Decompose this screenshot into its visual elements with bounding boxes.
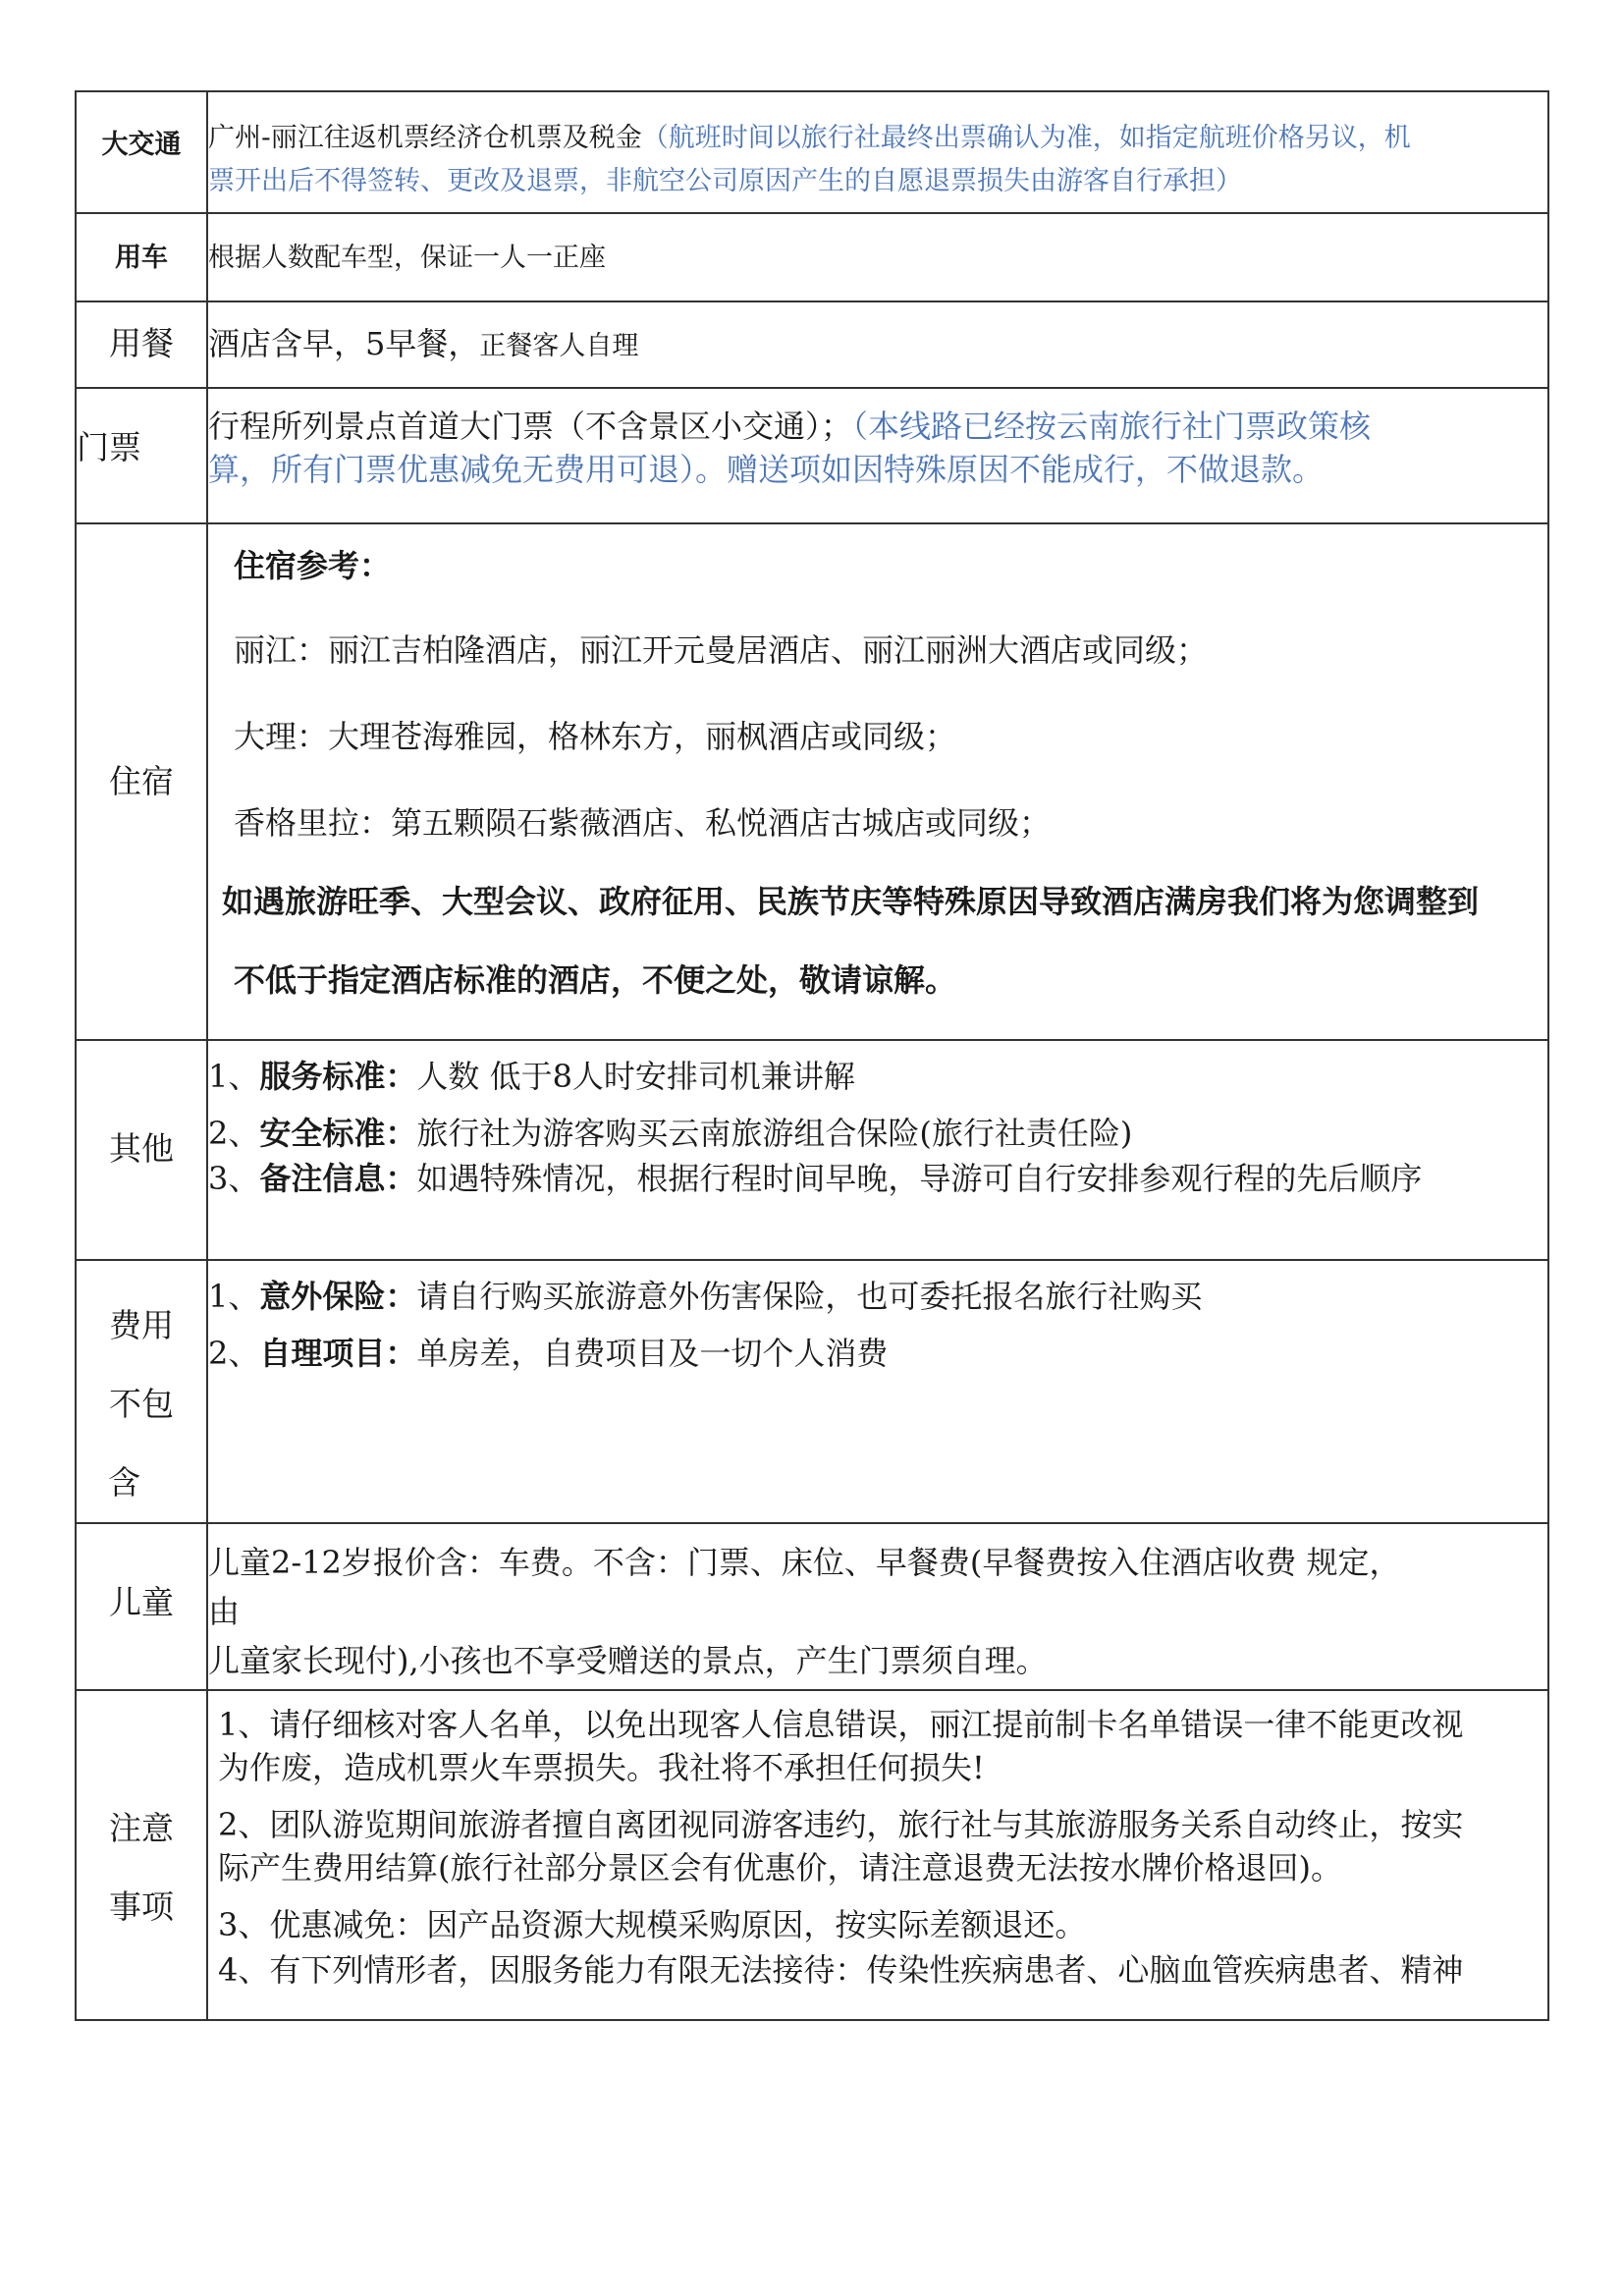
other-item xyxy=(208,1055,1547,1098)
tickets-note-line2: 算，所有门票优惠减免无费用可退）。赠送项如因特殊原因不能成行，不做退款。 xyxy=(208,451,1325,488)
row-label: 用车 xyxy=(115,243,168,273)
transport-note-line1: 航班时间以旅行社最终出票确认为准，如指定航班价格另议，机 xyxy=(668,123,1411,153)
content-cell xyxy=(207,1690,1548,2020)
label-cell xyxy=(76,213,207,301)
label-cell xyxy=(76,91,207,213)
item-key: 服务标准： xyxy=(259,1058,417,1095)
transport-text xyxy=(208,117,1547,160)
content-cell xyxy=(207,1523,1548,1690)
item-number: 1、 xyxy=(208,1278,260,1315)
row-label: 住宿 xyxy=(109,762,174,800)
lodging-lijiang: 丽江：丽江吉柏隆酒店，丽江开元曼居酒店、丽江丽洲大酒店或同级； xyxy=(234,631,1209,669)
content-cell xyxy=(207,1260,1548,1523)
content-cell xyxy=(207,1040,1548,1260)
item-text: 请自行购买旅游意外伤害保险，也可委托报名旅行社购买 xyxy=(416,1278,1203,1315)
note-3: 3、优惠减免：因产品资源大规模采购原因，按实际差额退还。 xyxy=(218,1906,1087,1943)
item-number: 3、 xyxy=(208,1160,260,1197)
label-cell xyxy=(76,1260,207,1523)
row-lodging xyxy=(76,523,1548,1040)
item-text: 单房差，自费项目及一切个人消费 xyxy=(416,1335,889,1372)
label-cell xyxy=(76,1690,207,2020)
row-excluded xyxy=(76,1260,1548,1523)
row-label: 儿童 xyxy=(109,1583,174,1621)
tickets-main: 行程所列景点首道大门票（不含景区小交通）； xyxy=(208,408,853,445)
item-text: 如遇特殊情况，根据行程时间早晚，导游可自行安排参观行程的先后顺序 xyxy=(416,1160,1423,1197)
item-text: 旅行社为游客购买云南旅游组合保险(旅行社责任险) xyxy=(416,1115,1133,1152)
row-children xyxy=(76,1523,1548,1690)
label-cell xyxy=(76,388,207,523)
note-1-line1: 1、请仔细核对客人名单，以免出现客人信息错误，丽江提前制卡名单错误一律不能更改视 xyxy=(218,1706,1464,1743)
item-key: 安全标准： xyxy=(259,1115,417,1152)
row-label: 门票 xyxy=(77,428,141,466)
label-cell xyxy=(76,301,207,388)
other-item xyxy=(208,1112,1547,1155)
children-line3: 儿童家长现付),小孩也不享受赠送的景点，产生门票须自理。 xyxy=(208,1642,1048,1679)
row-label: 大交通 xyxy=(101,130,182,160)
transport-note-line2: 票开出后不得签转、更改及退票，非航空公司原因产生的自愿退票损失由游客自行承担） xyxy=(208,166,1242,196)
item-key: 自理项目： xyxy=(259,1335,417,1372)
meals-bold: 正餐客人自理 xyxy=(479,331,639,361)
lodging-notice-line2: 不低于指定酒店标准的酒店，不便之处，敬请谅解。 xyxy=(234,961,957,999)
row-tickets xyxy=(76,388,1548,523)
transport-main: 广州-丽江往返机票经济仓机票及税金 xyxy=(208,123,642,153)
transport-note-open: （ xyxy=(641,123,669,153)
excluded-item xyxy=(208,1332,1547,1375)
meals-main: 酒店含早，5早餐， xyxy=(208,325,480,362)
note-1-line2: 为作废，造成机票火车票损失。我社将不承担任何损失! xyxy=(218,1749,985,1786)
meals-text xyxy=(208,322,1547,365)
content-cell xyxy=(207,388,1548,523)
other-item xyxy=(208,1157,1547,1200)
content-cell xyxy=(207,523,1548,1040)
label-cell xyxy=(76,523,207,1040)
row-label-2: 事项 xyxy=(109,1887,174,1926)
content-cell xyxy=(207,213,1548,301)
row-transport xyxy=(76,91,1548,213)
lodging-shangri: 香格里拉：第五颗陨石紫薇酒店、私悦酒店古城店或同级； xyxy=(234,804,1052,842)
row-label: 其他 xyxy=(109,1129,174,1168)
children-line2: 由 xyxy=(208,1593,241,1630)
vehicle-text: 根据人数配车型，保证一人一正座 xyxy=(208,243,606,273)
row-notes xyxy=(76,1690,1548,2020)
row-label: 用餐 xyxy=(109,324,174,362)
note-4: 4、有下列情形者，因服务能力有限无法接待：传染性疾病患者、心脑血管疾病患者、精神 xyxy=(218,1951,1464,1989)
row-vehicle xyxy=(76,213,1548,301)
note-2-line1: 2、团队游览期间旅游者擅自离团视同游客违约，旅行社与其旅游服务关系自动终止，按实 xyxy=(218,1806,1464,1843)
lodging-dali: 大理：大理苍海雅园，格林东方，丽枫酒店或同级； xyxy=(234,718,957,755)
item-key: 备注信息： xyxy=(259,1160,417,1197)
lodging-notice-line1: 如遇旅游旺季、大型会议、政府征用、民族节庆等特殊原因导致酒店满房我们将为您调整到 xyxy=(222,883,1480,920)
item-number: 2、 xyxy=(208,1335,260,1372)
row-label-1: 费用 xyxy=(109,1306,174,1344)
row-label-1: 注意 xyxy=(109,1809,174,1847)
label-cell xyxy=(76,1523,207,1690)
item-number: 1、 xyxy=(208,1058,260,1095)
row-label-2: 不包 xyxy=(109,1385,174,1423)
content-cell xyxy=(207,301,1548,388)
lodging-title: 住宿参考： xyxy=(234,547,392,584)
row-other xyxy=(76,1040,1548,1260)
itinerary-table xyxy=(75,90,1549,2021)
excluded-item xyxy=(208,1275,1547,1318)
note-2-line2: 际产生费用结算(旅行社部分景区会有优惠价，请注意退费无法按水牌价格退回)。 xyxy=(218,1849,1342,1886)
row-label-3: 含 xyxy=(108,1463,140,1502)
item-key: 意外保险： xyxy=(259,1278,417,1315)
tickets-line1 xyxy=(208,405,1547,448)
label-cell xyxy=(76,1040,207,1260)
item-text: 人数 低于8人时安排司机兼讲解 xyxy=(416,1058,855,1095)
item-number: 2、 xyxy=(208,1115,260,1152)
content-cell xyxy=(207,91,1548,213)
tickets-note-line1: （本线路已经按云南旅行社门票政策核 xyxy=(852,408,1372,445)
children-line1: 儿童2-12岁报价含：车费。不含：门票、床位、早餐费(早餐费按入住酒店收费 规定， xyxy=(208,1544,1401,1581)
row-meals xyxy=(76,301,1548,388)
